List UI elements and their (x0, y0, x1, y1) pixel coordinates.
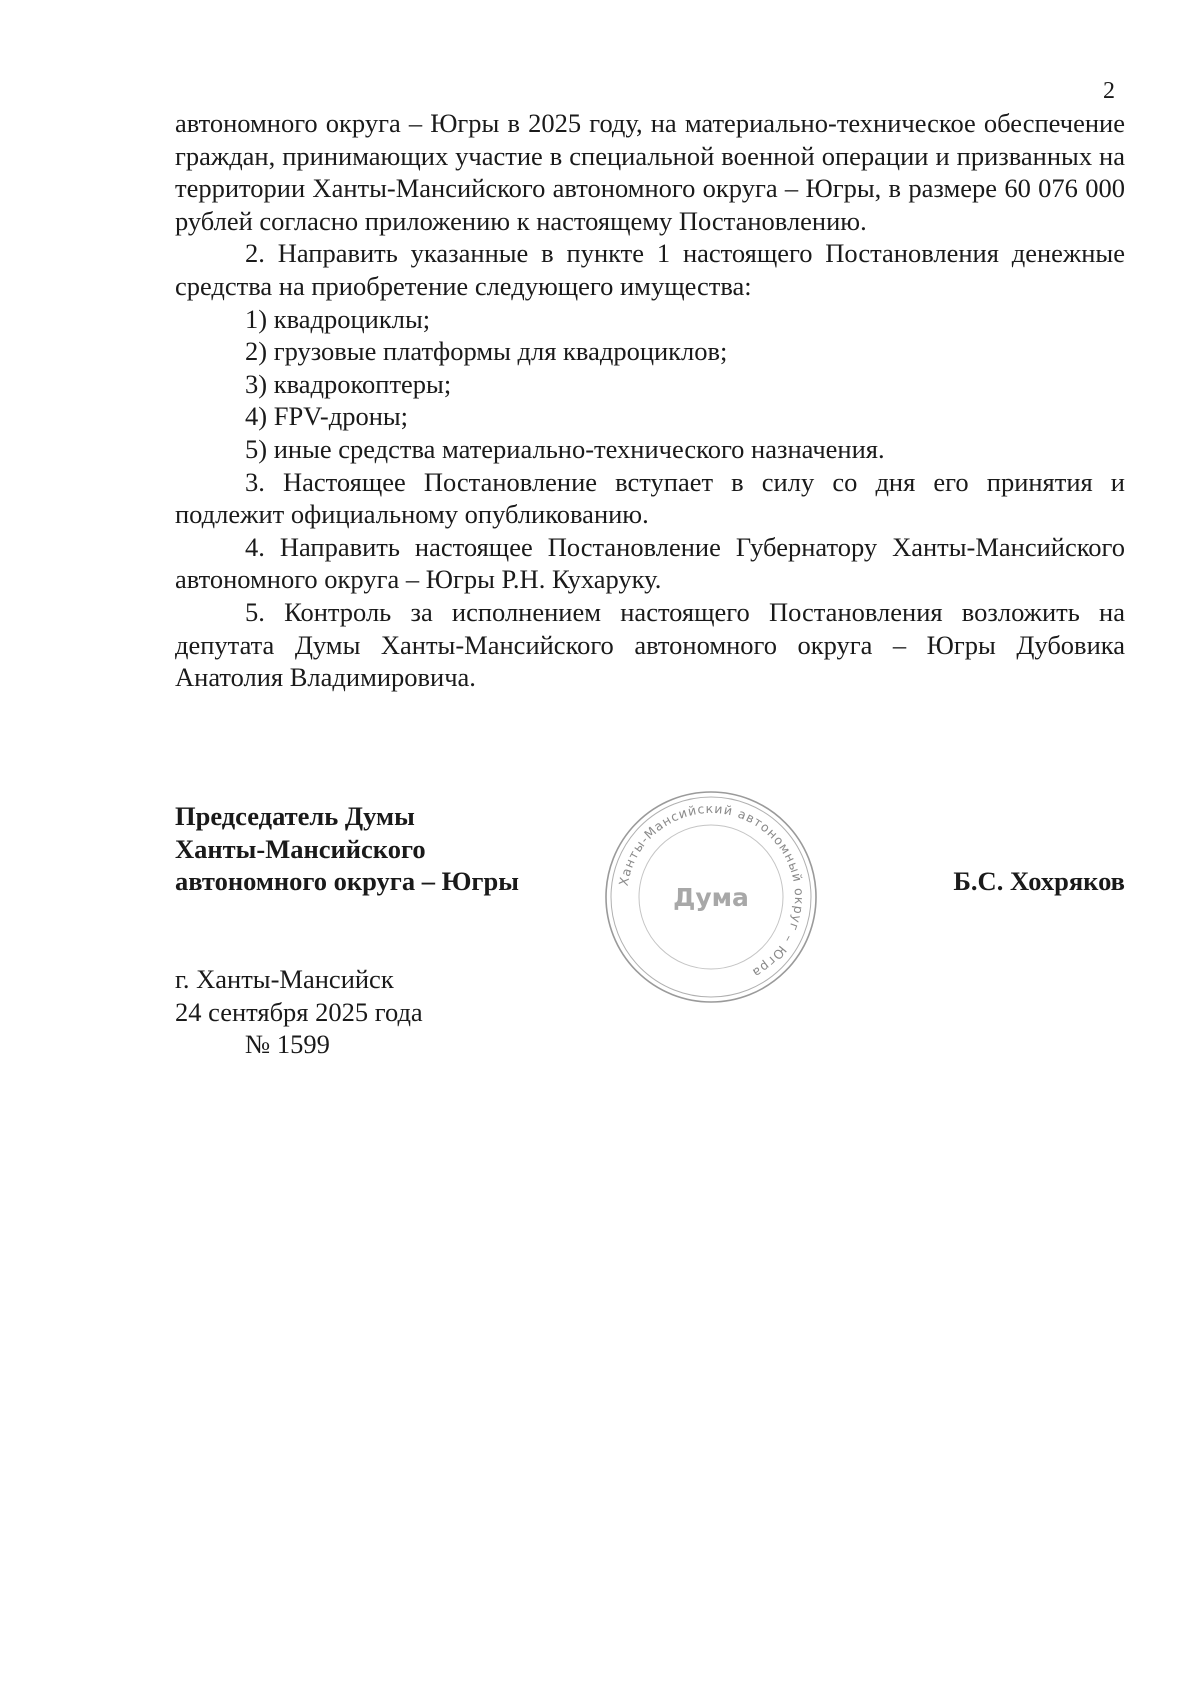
paragraph-intro-continuation: автономного округа – Югры в 2025 году, на материально-техническое обеспечение граждан, принимающих участие в специальной военной операции и призванных на территории Ханты-Мансийского автономного округа – Югры, в размере 60 076 000 рублей согласно приложению к настоящему Постановлению. (175, 108, 1125, 236)
list-item-4: 4) FPV-дроны; (245, 401, 409, 432)
list-item-5: 5) иные средства материально-технического назначения. (245, 433, 885, 464)
document-number: № 1599 (245, 1029, 330, 1059)
paragraph-4: 4. Направить настоящее Постановление Губернатору Ханты-Мансийского автономного округа – Югры Р.Н. Кухаруку. (175, 531, 1125, 595)
paragraph-2: 2. Направить указанные в пункте 1 настоящего Постановления денежные средства на приобретение следующего имущества: (175, 238, 1125, 301)
signatory-title-line-3: автономного округа – Югры (175, 866, 519, 896)
list-item-1: 1) квадроциклы; (245, 303, 431, 334)
document-body (175, 107, 1125, 694)
signatory-title-line-2: Ханты-Мансийского (175, 833, 426, 864)
list-item-2: 2) грузовые платформы для квадроциклов; (245, 336, 728, 367)
seal-center-text: Дума (673, 883, 749, 912)
page-number: 2 (1103, 78, 1115, 104)
signatory-title-line-1: Председатель Думы (175, 801, 415, 831)
document-place-date (175, 963, 423, 1061)
official-seal (602, 788, 820, 1006)
signatory-name: Б.С. Хохряков (953, 866, 1125, 896)
list-item-3: 3) квадрокоптеры; (245, 368, 452, 399)
city: г. Ханты-Мансийск (175, 964, 394, 994)
paragraph-3: 3. Настоящее Постановление вступает в силу со дня его принятия и подлежит официальному опубликованию. (175, 466, 1125, 530)
paragraph-5: 5. Контроль за исполнением настоящего Постановления возложить на депутата Думы Ханты-Мансийского автономного округа – Югры Дубовика Анатолия Владимировича. (175, 596, 1125, 693)
seal-outer-text: Ханты-Мансийский автономный округ – Югра (615, 800, 808, 982)
date: 24 сентября 2025 года (175, 996, 423, 1027)
signatory-title (175, 800, 519, 898)
